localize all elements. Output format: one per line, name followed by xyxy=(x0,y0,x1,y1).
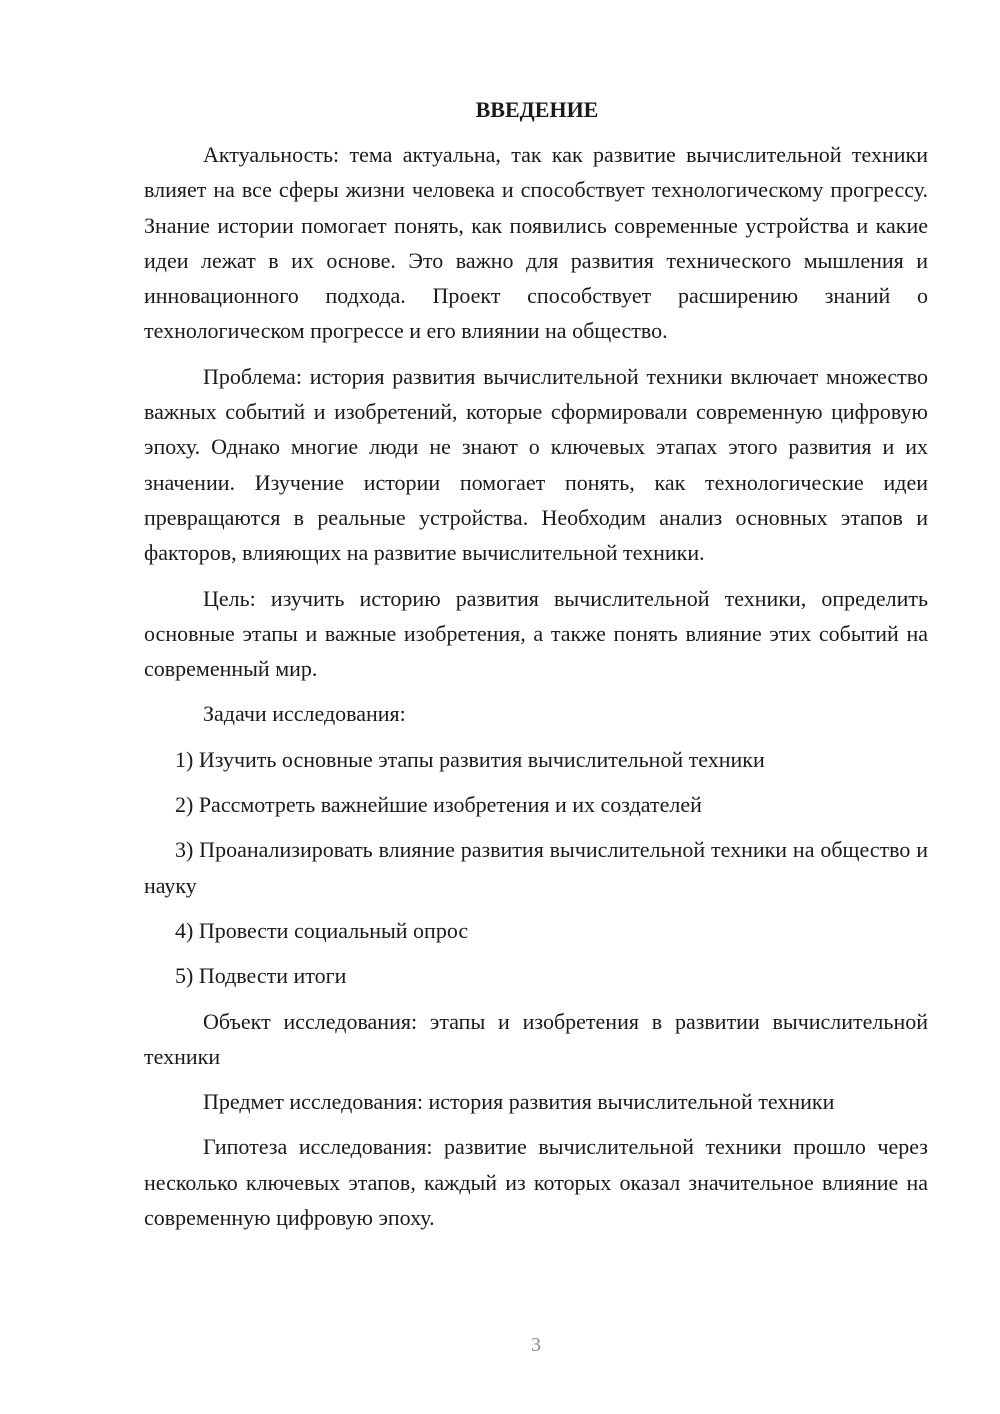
task-item-4: 4) Провести социальный опрос xyxy=(175,917,469,943)
task-item-1: 1) Изучить основные этапы развития вычислительной техники xyxy=(175,746,765,772)
spacer xyxy=(144,571,928,581)
tasks-heading: Задачи исследования: xyxy=(203,701,406,727)
page-title: ВВЕДЕНИЕ xyxy=(475,97,599,122)
task-item-3: 3) Проанализировать влияние развития вычислительной техники на общество и науку xyxy=(144,837,928,898)
spacer xyxy=(144,822,928,832)
spacer xyxy=(144,127,928,137)
spacer xyxy=(144,994,928,1004)
object-paragraph: Объект исследования: этапы и изобретения в развитии вычислительной техники xyxy=(144,1008,928,1069)
problem-paragraph: Проблема: история развития вычислительной техники включает множество важных событий и изобретений, которые сформировали современную цифровую эпоху. Однако многие люди не знают о ключевых этапах этого развития и их значении. Изучение истории помогает понять, как технологические идеи превращаются в реальные устройства. Необходим анализ основных этапов и факторов, влияющих на развитие вычислительной техники. xyxy=(144,363,928,566)
spacer xyxy=(144,1074,928,1084)
spacer xyxy=(144,948,928,958)
task-item-5: 5) Подвести итоги xyxy=(175,963,347,989)
page-number: 3 xyxy=(531,1334,541,1356)
task-item-2: 2) Рассмотреть важнейшие изобретения и их создателей xyxy=(175,792,702,818)
spacer xyxy=(144,686,928,696)
subject-paragraph: Предмет исследования: история развития вычислительной техники xyxy=(203,1089,835,1115)
spacer xyxy=(144,903,928,913)
spacer xyxy=(144,777,928,787)
spacer xyxy=(144,732,928,742)
spacer xyxy=(144,349,928,359)
document-page xyxy=(144,92,928,1235)
goal-paragraph: Цель: изучить историю развития вычислительной техники, определить основные этапы и важные изобретения, а также понять влияние этих событий на современный мир. xyxy=(144,585,928,682)
hypothesis-paragraph: Гипотеза исследования: развитие вычислительной техники прошло через несколько ключевых этапов, каждый из которых оказал значительное влияние на современную цифровую эпоху. xyxy=(144,1134,928,1231)
spacer xyxy=(144,1119,928,1129)
relevance-paragraph: Актуальность: тема актуальна, так как развитие вычислительной техники влияет на все сферы жизни человека и способствует технологическому прогрессу. Знание истории помогает понять, как появились современные устройства и какие идеи лежат в их основе. Это важно для развития технического мышления и инновационного подхода. Проект способствует расширению знаний о технологическом прогрессе и его влиянии на общество. xyxy=(144,142,928,344)
